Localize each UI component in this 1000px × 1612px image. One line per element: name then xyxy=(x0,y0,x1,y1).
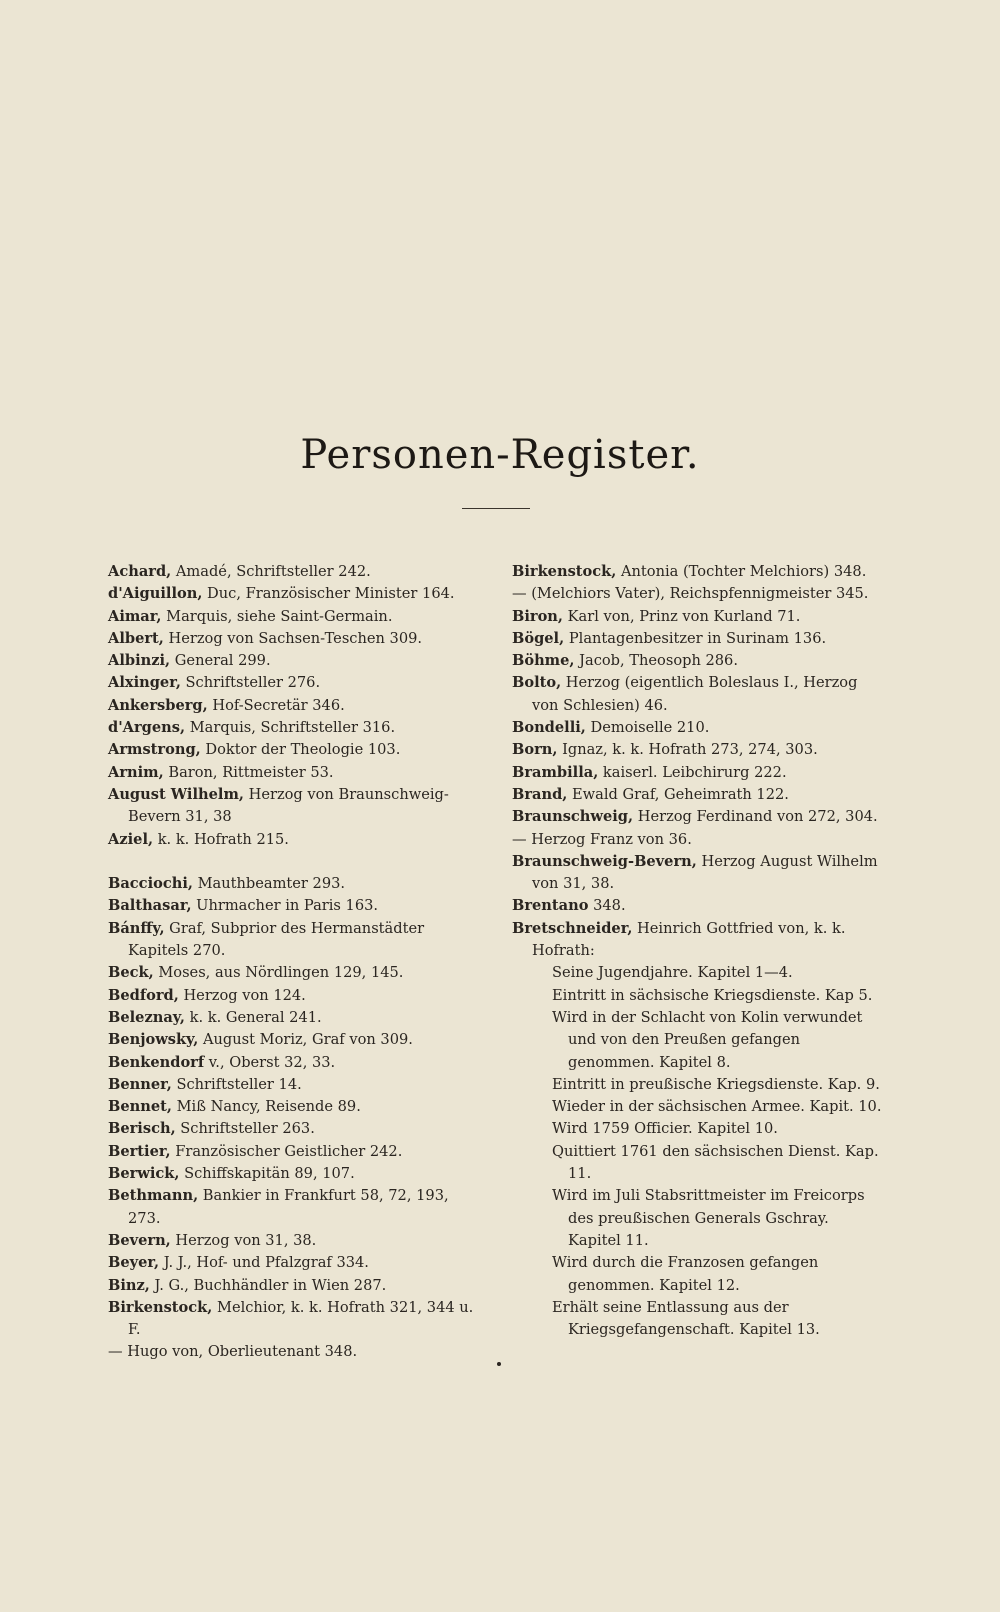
register-entry xyxy=(512,672,884,717)
register-entry xyxy=(108,628,478,650)
register-entry xyxy=(108,1052,478,1074)
entry-details: Schriftsteller 276. xyxy=(180,674,321,692)
entry-details: — (Melchiors Vater), Reichspfennigmeister 345. xyxy=(512,585,869,603)
register-entry xyxy=(512,762,884,784)
register-entry xyxy=(108,962,478,984)
sub-entry: Wird durch die Franzosen gefangen genommen. Kapitel 12. xyxy=(552,1254,819,1294)
entry-details: Amadé, Schriftsteller 242. xyxy=(171,563,371,580)
register-entry xyxy=(512,650,884,672)
entry-name: Bacciochi, xyxy=(108,875,193,893)
register-entry xyxy=(512,561,884,583)
entry-details: Schiffskapitän 89, 107. xyxy=(179,1165,355,1183)
sub-entry: Wird 1759 Officier. Kapitel 10. xyxy=(552,1120,778,1138)
entry-name: Braunschweig-Bevern, xyxy=(512,852,697,870)
register-entry xyxy=(512,628,884,650)
entry-name: Brentano xyxy=(512,897,589,915)
entry-name: Brand, xyxy=(512,785,568,803)
register-entry xyxy=(512,806,884,828)
entry-name: August Wilhelm, xyxy=(108,785,244,803)
register-entry xyxy=(108,561,478,583)
entry-details: August Moriz, Graf von 309. xyxy=(198,1031,413,1049)
entry-details: Jacob, Theosoph 286. xyxy=(574,652,738,670)
entry-name: Bennet, xyxy=(108,1098,172,1116)
register-entry xyxy=(108,1297,478,1342)
entry-name: Benner, xyxy=(108,1075,172,1093)
bretschneider-subentries xyxy=(512,962,884,1341)
register-entry xyxy=(108,1341,478,1363)
register-entry xyxy=(512,851,884,896)
entry-details: Marquis, siehe Saint-Germain. xyxy=(161,607,393,625)
sub-entry: Seine Jugendjahre. Kapitel 1—4. xyxy=(552,964,793,982)
entry-name: Birkenstock, xyxy=(108,1298,213,1316)
sub-entry: Erhält seine Entlassung aus der Kriegsgefangenschaft. Kapitel 13. xyxy=(552,1298,820,1339)
entry-name: Ankersberg, xyxy=(108,696,208,714)
register-entry xyxy=(108,1185,478,1230)
entry-name: Bondelli, xyxy=(512,719,586,737)
register-entry xyxy=(512,918,884,963)
entry-name: Bedford, xyxy=(108,986,179,1004)
entry-name: d'Aiguillon, xyxy=(108,585,203,603)
entry-details: Schriftsteller 263. xyxy=(175,1120,315,1138)
entry-name: Bánffy, xyxy=(108,919,165,937)
entry-details: Mauthbeamter 293. xyxy=(192,875,346,893)
left-entries-b xyxy=(108,873,478,1364)
register-entry xyxy=(108,1275,478,1297)
entry-details: Schriftsteller 14. xyxy=(171,1075,302,1093)
entry-name: Benkendorf xyxy=(108,1053,205,1071)
entry-details: Herzog von Sachsen-Teschen 309. xyxy=(163,629,423,647)
entry-details: Hof-Secretär 346. xyxy=(207,696,345,714)
entry-details: Herzog August Wilhelm von 31, 38. xyxy=(532,852,878,893)
sub-entry: Eintritt in sächsische Kriegsdienste. Kap 5. xyxy=(552,986,873,1004)
entry-details: Uhrmacher in Paris 163. xyxy=(191,897,379,915)
sub-entry: Wird in der Schlacht von Kolin verwundet und von den Preußen gefangen genommen. Kapitel 8. xyxy=(552,1008,863,1071)
register-entry xyxy=(108,1163,478,1185)
entry-name: Berisch, xyxy=(108,1120,176,1138)
entry-details: Französischer Geistlicher 242. xyxy=(170,1142,403,1160)
entry-details: 348. xyxy=(588,897,626,915)
section-gap xyxy=(108,851,478,873)
entry-name: Balthasar, xyxy=(108,897,192,915)
sub-entry: Wieder in der sächsischen Armee. Kapit. 10. xyxy=(552,1098,882,1116)
entry-name: Böhme, xyxy=(512,652,575,670)
entry-details: Plantagenbesitzer in Surinam 136. xyxy=(564,629,827,647)
entry-name: Armstrong, xyxy=(108,741,201,759)
entry-details: k. k. General 241. xyxy=(184,1008,322,1026)
register-entry xyxy=(108,695,478,717)
entry-name: Beyer, xyxy=(108,1254,160,1272)
entry-details: Herzog von Braunschweig-Bevern 31, 38 xyxy=(128,785,449,826)
register-entry xyxy=(512,895,884,917)
entry-name: Born, xyxy=(512,741,558,759)
left-entries-a xyxy=(108,561,478,851)
entry-details: Herzog von 31, 38. xyxy=(170,1231,317,1249)
entry-name: Binz, xyxy=(108,1276,150,1294)
entry-details: Melchior, k. k. Hofrath 321, 344 u. F. xyxy=(128,1298,474,1339)
register-entry xyxy=(108,762,478,784)
register-entry xyxy=(512,829,884,851)
entry-name: Beleznay, xyxy=(108,1008,185,1026)
entry-name: Alxinger, xyxy=(108,674,181,692)
entry-details: Herzog Ferdinand von 272, 304. xyxy=(633,808,878,826)
entry-details: kaiserl. Leibchirurg 222. xyxy=(598,763,787,781)
entry-details: Moses, aus Nördlingen 129, 145. xyxy=(153,964,404,982)
margin-dot xyxy=(497,1362,501,1366)
entry-name: Bolto, xyxy=(512,674,562,692)
register-entry xyxy=(108,1096,478,1118)
register-entry xyxy=(108,739,478,761)
entry-name: Benjowsky, xyxy=(108,1031,199,1049)
entry-name: Birkenstock, xyxy=(512,563,617,580)
sub-entry: Eintritt in preußische Kriegsdienste. Kap. 9. xyxy=(552,1075,880,1093)
entry-details: Doktor der Theologie 103. xyxy=(200,741,401,759)
sub-entry: Quittiert 1761 den sächsischen Dienst. Kap. 11. xyxy=(552,1142,879,1183)
right-column xyxy=(512,561,884,1341)
entry-details: v., Oberst 32, 33. xyxy=(204,1053,336,1071)
entry-details: Herzog (eigentlich Boleslaus I., Herzog von Schlesien) 46. xyxy=(532,674,858,714)
register-entry xyxy=(108,1118,478,1140)
left-column xyxy=(108,561,478,1364)
entry-details: Demoiselle 210. xyxy=(585,719,710,737)
register-entry xyxy=(108,1252,478,1274)
register-entry xyxy=(108,918,478,963)
entry-name: Beck, xyxy=(108,964,154,982)
entry-details: Graf, Subprior des Hermanstädter Kapitels 270. xyxy=(128,919,425,960)
register-entry xyxy=(512,784,884,806)
register-entry xyxy=(108,672,478,694)
register-entry xyxy=(108,895,478,917)
entry-details: Bankier in Frankfurt 58, 72, 193, 273. xyxy=(128,1187,449,1227)
page-title: Personen-Register. xyxy=(300,432,700,478)
entry-name: Bertier, xyxy=(108,1142,171,1160)
entry-details: J. G., Buchhändler in Wien 287. xyxy=(149,1276,387,1294)
register-entry xyxy=(512,717,884,739)
register-entry xyxy=(512,583,884,605)
entry-details: k. k. Hofrath 215. xyxy=(153,830,289,848)
entry-name: d'Argens, xyxy=(108,719,186,737)
entry-name: Bretschneider, xyxy=(512,919,633,937)
entry-name: Bevern, xyxy=(108,1231,171,1249)
register-entry xyxy=(108,1074,478,1096)
register-entry xyxy=(108,873,478,895)
entry-name: Aimar, xyxy=(108,607,162,625)
right-entries xyxy=(512,561,884,962)
entry-details: — Herzog Franz von 36. xyxy=(512,830,692,848)
title-rule xyxy=(462,508,530,509)
register-entry xyxy=(108,784,478,829)
register-entry xyxy=(512,606,884,628)
entry-details: Karl von, Prinz von Kurland 71. xyxy=(563,607,801,625)
register-entry xyxy=(108,829,478,851)
entry-details: Antonia (Tochter Melchiors) 348. xyxy=(616,563,867,580)
entry-name: Brambilla, xyxy=(512,763,599,781)
register-entry xyxy=(108,1230,478,1252)
entry-details: General 299. xyxy=(170,652,271,670)
register-entry xyxy=(108,1141,478,1163)
entry-details: Ewald Graf, Geheimrath 122. xyxy=(567,785,789,803)
entry-details: J. J., Hof- und Pfalzgraf 334. xyxy=(159,1254,369,1272)
entry-details: Herzog von 124. xyxy=(178,986,306,1004)
entry-name: Albinzi, xyxy=(108,652,171,670)
entry-name: Berwick, xyxy=(108,1165,180,1183)
entry-name: Bethmann, xyxy=(108,1187,199,1205)
register-entry xyxy=(108,583,478,605)
register-entry xyxy=(108,1007,478,1029)
register-entry xyxy=(108,985,478,1007)
entry-details: — Hugo von, Oberlieutenant 348. xyxy=(108,1343,358,1361)
entry-name: Biron, xyxy=(512,607,563,625)
entry-name: Aziel, xyxy=(108,830,154,848)
register-entry xyxy=(108,650,478,672)
entry-details: Marquis, Schriftsteller 316. xyxy=(185,719,396,737)
register-entry xyxy=(108,717,478,739)
entry-details: Duc, Französischer Minister 164. xyxy=(202,585,455,603)
register-entry xyxy=(108,606,478,628)
sub-entry: Wird im Juli Stabsrittmeister im Freicorps des preußischen Generals Gschray. Kapitel 11. xyxy=(552,1187,865,1249)
entry-details: Heinrich Gottfried von, k. k. Hofrath: xyxy=(532,919,846,960)
entry-name: Braunschweig, xyxy=(512,808,634,826)
entry-name: Albert, xyxy=(108,629,164,647)
entry-name: Arnim, xyxy=(108,763,164,781)
register-entry xyxy=(108,1029,478,1051)
entry-details: Baron, Rittmeister 53. xyxy=(163,763,334,781)
entry-name: Achard, xyxy=(108,563,172,580)
entry-name: Bögel, xyxy=(512,629,565,647)
entry-details: Ignaz, k. k. Hofrath 273, 274, 303. xyxy=(557,741,818,759)
register-entry xyxy=(512,739,884,761)
entry-details: Miß Nancy, Reisende 89. xyxy=(171,1098,361,1116)
